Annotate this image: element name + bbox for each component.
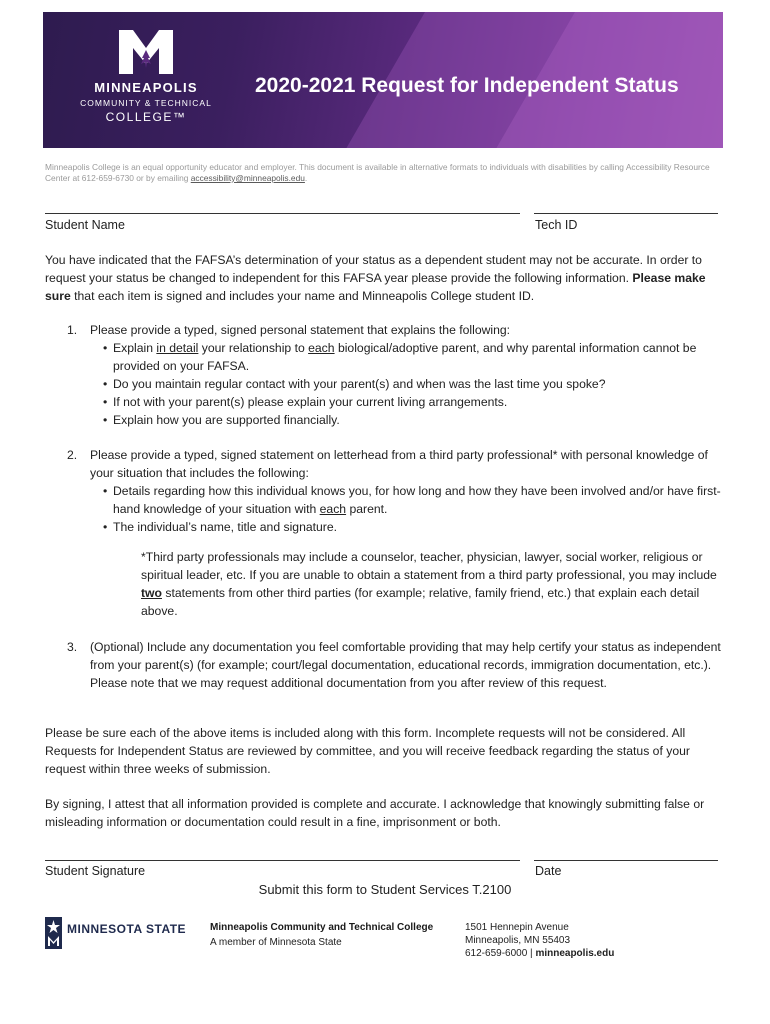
intro-bold: Please make sure	[45, 271, 706, 303]
college-address	[465, 921, 614, 960]
bullet-list	[90, 339, 727, 429]
list-item-2	[67, 446, 727, 620]
bullet-text: Explain	[113, 341, 157, 355]
submit-instructions: Submit this form to Student Services T.2100	[258, 882, 512, 897]
bullet-item	[103, 339, 727, 375]
bullet-text: your relationship to	[198, 341, 309, 355]
college-name: Minneapolis Community and Technical College	[210, 922, 434, 933]
bullet-text: parent.	[346, 502, 388, 516]
item-text: Please provide a typed, signed personal statement that explains the following:	[90, 323, 511, 337]
student-name-line[interactable]	[45, 213, 520, 214]
bullet-item: • Explain how you are supported financially.	[103, 411, 727, 429]
bullet-item: • The individual’s name, title and signature.	[103, 518, 727, 536]
header-banner	[43, 12, 723, 148]
list-item-1	[67, 321, 727, 429]
bullet-text: biological/adoptive parent, and why parental information cannot be provided on your FAFSA.	[113, 341, 697, 373]
minnesota-state-name: MINNESOTA STATE	[67, 922, 187, 936]
intro-rest: that each item is signed and includes your name and Minneapolis College student ID.	[70, 289, 535, 303]
underlined-text: each	[308, 341, 335, 355]
item-text: Please provide a typed, signed statement on letterhead from a third party professional* with personal knowledge of your situation that includes the following:	[90, 448, 708, 480]
intro-text: You have indicated that the FAFSA’s determination of your status as a dependent student may not be accurate. In order to request your status be changed to independent for this FAFSA year please provide the following information.	[45, 253, 702, 285]
logo-line-3: COLLEGE™	[105, 110, 187, 124]
student-name-label: Student Name	[45, 218, 125, 232]
bullet-item	[103, 482, 727, 518]
footnote-text: *Third party professionals may include a counselor, teacher, physician, lawyer, social worker, religious or spiritual leader, etc. If you are unable to obtain a statement from a third party professional, you may include	[141, 550, 717, 582]
accessibility-notice	[45, 162, 725, 184]
page-title: 2020-2021 Request for Independent Status	[255, 74, 679, 97]
address-line-2: Minneapolis, MN 55403	[465, 935, 571, 946]
member-text: A member of Minnesota State	[210, 937, 342, 948]
bullet-item: • Do you maintain regular contact with your parent(s) and when was the last time you spoke?	[103, 375, 727, 393]
website-link[interactable]: minneapolis.edu	[535, 948, 615, 959]
notice-end: .	[304, 173, 308, 183]
footer	[45, 915, 725, 965]
item-text: (Optional) Include any documentation you feel comfortable providing that may help certify your status as independent from your parent(s) (for example; court/legal documentation, educational records, immigration documentation, etc.). Please note that we may request additional documentation from you after review of this request.	[90, 640, 721, 690]
underlined-text: in detail	[156, 341, 199, 355]
minnesota-state-logo-icon	[45, 917, 62, 949]
tech-id-label: Tech ID	[535, 218, 578, 232]
list-item-3	[67, 638, 727, 692]
address-line-1: 1501 Hennepin Avenue	[465, 922, 569, 933]
item-number: 2.	[67, 448, 78, 462]
accessibility-email-link[interactable]: accessibility@minneapolis.edu	[190, 173, 305, 183]
bullet-list	[90, 482, 727, 536]
phone-number: 612-659-6000	[465, 948, 528, 959]
bullet-item: • If not with your parent(s) please explain your current living arrangements.	[103, 393, 727, 411]
signature-line[interactable]	[45, 860, 520, 861]
attestation-paragraph: By signing, I attest that all information provided is complete and accurate. I acknowledge that knowingly submitting false or misleading information or documentation could result in a fine, imprisonment or both.	[45, 797, 705, 829]
notice-text: Minneapolis College is an equal opportunity educator and employer. This document is available in alternative formats to individuals with disabilities by calling Accessibility Resource Center at 612-659-6730 or by emailing	[45, 162, 710, 183]
college-logo-icon	[119, 28, 173, 74]
tech-id-line[interactable]	[534, 213, 718, 214]
date-line[interactable]	[534, 860, 718, 861]
date-label: Date	[535, 864, 562, 878]
logo-line-2: COMMUNITY & TECHNICAL	[80, 98, 212, 108]
separator: |	[527, 948, 536, 959]
footnote-text: statements from other third parties (for example; relative, family friend, etc.) that explain each detail above.	[141, 586, 700, 618]
bullet-text: Details regarding how this individual knows you, for how long and how they have been involved and/or have first-hand knowledge of your situation with	[113, 484, 721, 516]
underlined-text: each	[319, 502, 347, 516]
intro-paragraph	[45, 251, 730, 305]
third-party-footnote	[141, 548, 727, 620]
item-number: 1.	[67, 323, 78, 337]
signature-label: Student Signature	[45, 864, 146, 878]
item-number: 3.	[67, 640, 78, 654]
closing-paragraph: Please be sure each of the above items is included along with this form. Incomplete requests will not be considered. All Requests for Independent Status are reviewed by committee, and you will receive feedback regarding the status of your request within three weeks of submission.	[45, 726, 690, 776]
logo-line-1: MINNEAPOLIS	[94, 80, 198, 95]
contact-line	[465, 947, 614, 960]
college-logo	[61, 28, 231, 125]
footnote-bold: two	[141, 586, 162, 600]
